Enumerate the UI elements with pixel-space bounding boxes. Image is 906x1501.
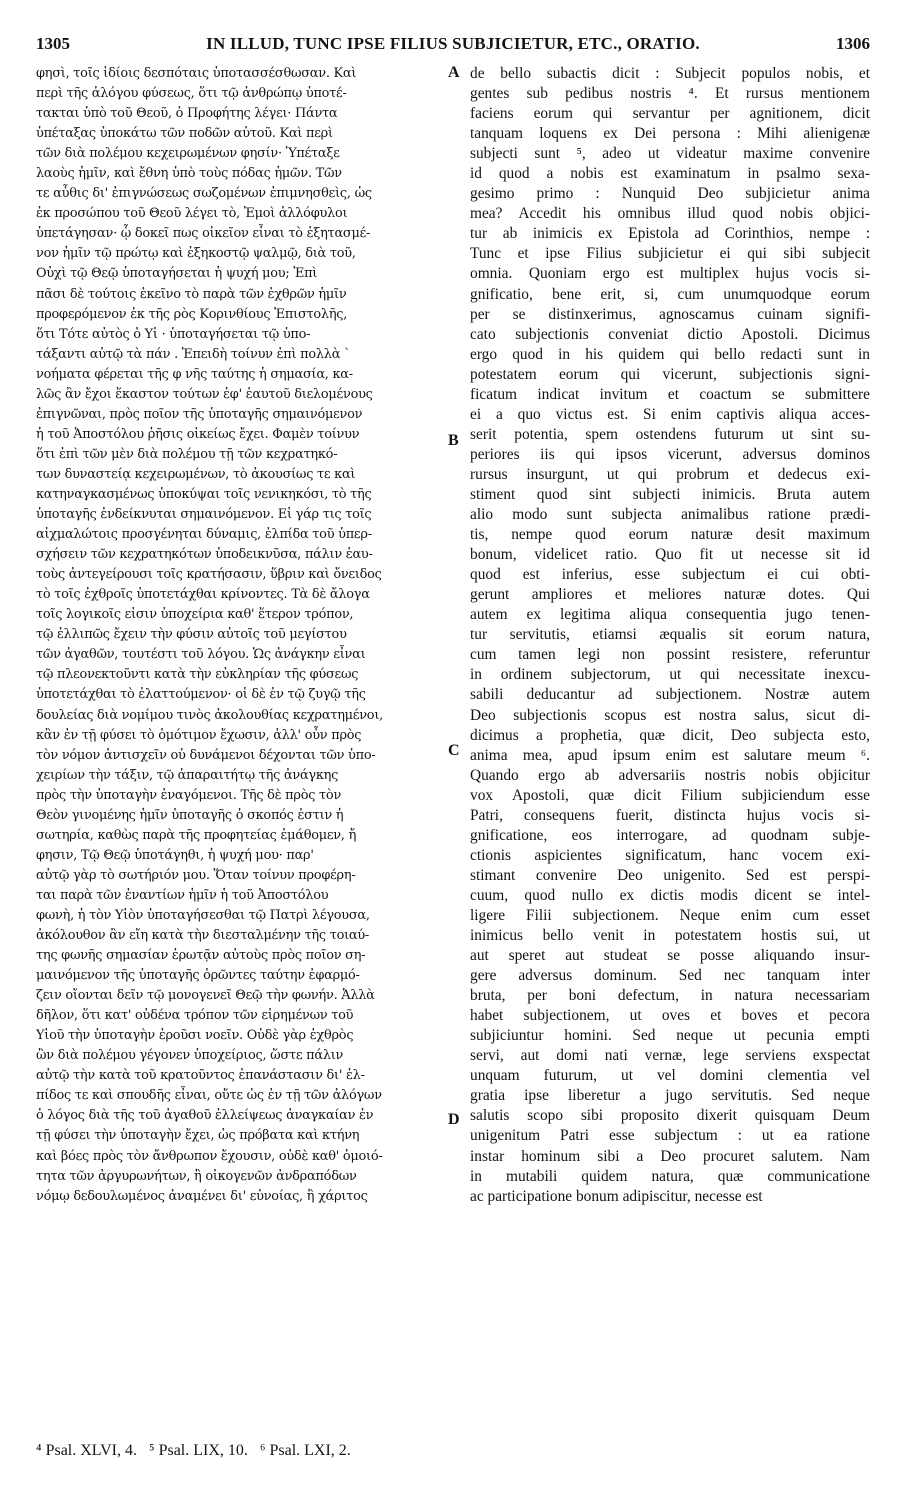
greek-line: αἰχμαλώτοις προσγένηται δύναμις, ἐλπίδα τοῦ ὑπερ- [36, 527, 372, 543]
latin-line: salutis scopo sibi proposito dixerit quisquam Deum [470, 1107, 870, 1125]
latin-line: potestatem eorum qui vicerunt, subjectionis signi- [470, 365, 870, 383]
latin-line: rursus insurgunt, ut qui probrum et dedecus exi- [470, 465, 870, 483]
greek-line: αὐτῷ γὰρ τὸ σωτήριόν μου. Ὅταν τοίνυν προφέρη- [36, 867, 356, 883]
latin-line: subjecti sunt ⁵, adeo ut videatur maxime convenire [470, 145, 870, 163]
latin-line: stimant convenire Deo unigenito. Sed est perspi- [470, 866, 870, 884]
latin-line: tis, nempe quod eorum naturæ desit maximum [470, 526, 870, 544]
greek-line: τῷ πλεονεκτοῦντι κατὰ τὴν εὐκληρίαν τῆς φύσεως [36, 667, 359, 683]
latin-line: cuum, quod nullo ex dictis modis dicent se intel- [470, 886, 870, 904]
latin-line: unigenitum Patri esse subjectum : ut ea ratione [470, 1127, 870, 1145]
latin-line: stiment quod sint subjecti inimicis. Bruta autem [470, 485, 870, 503]
greek-line: δουλείας διὰ νομίμου τινὸς ἀκολουθίας κεχρατημένοι, [36, 707, 383, 723]
greek-line: ὑποταγῆς ἐνδείκνυται σημαινόμενον. Εἰ γάρ τις τοῖς [36, 507, 372, 523]
greek-line: Θεὸν γινομένης ἡμῖν ὑποταγῆς ὁ σκοπός ἐστιν ἡ [36, 807, 344, 823]
greek-line: ζειν οἴονται δεῖν τῷ μονογενεῖ Θεῷ τὴν φωνήν. Ἀλλὰ [36, 988, 375, 1004]
greek-line: τῇ φύσει τὴν ὑποταγὴν ἔχει, ὡς πρόβατα καὶ κτήνη [36, 1128, 360, 1144]
greek-line: νον ἡμῖν τῷ πρώτῳ καὶ ἑξηκοστῷ ψαλμῷ, διὰ τοῦ, [36, 246, 356, 262]
greek-line: τε αὖθις δι' ἐπιγνώσεως σωζομένων ἐπιμνησθεὶς, ὡς [36, 186, 372, 202]
latin-line: Deo subjectionis scopus est nostra salus, sicut di- [470, 706, 870, 724]
page-number-right: 1306 [836, 34, 870, 53]
latin-line: Quando ergo ab adversariis nostris nobis objicitur [470, 766, 870, 784]
greek-line: φησὶ, τοῖς ἰδίοις δεσπόταις ὑποτασσέσθωσαν. Καὶ [36, 66, 357, 81]
latin-line: Patri, consequens fuerit, distincta hujus vocis si- [470, 806, 870, 824]
latin-line: sabili deducantur ad subjectionem. Nostræ autem [470, 686, 870, 704]
greek-line: ὅτι Τότε αὐτὸς ὁ Υἱ · ὑποταγήσεται τῷ ὑπο- [36, 326, 311, 342]
latin-line: omnia. Quoniam ergo est multiplex hujus vocis si- [470, 265, 870, 283]
latin-line: Tunc et ipse Filius subjicietur ei qui sibi subjecit [470, 245, 870, 263]
latin-line: gesimo primo : Nunquid Deo subjicietur anima [470, 185, 870, 203]
margin-letter-c: C [448, 742, 460, 759]
latin-line: cum tamen legi non possint resistere, referuntur [470, 646, 870, 664]
greek-line: ἀκόλουθον ἂν εἴη κατὰ τὴν διεσταλμένην τῆς τοιαύ- [36, 928, 370, 944]
latin-line: in mutabili quidem natura, quæ communicatione [470, 1167, 870, 1185]
latin-line: quod est inferius, esse subjectum ei cui obti- [470, 566, 870, 584]
greek-line: δῆλον, ὅτι κατ' οὐδένα τρόπον τῶν εἰρημένων τοῦ [36, 1008, 354, 1024]
greek-line: σωτηρία, καθὼς παρὰ τῆς προφητείας ἐμάθομεν, ἤ [36, 827, 357, 843]
margin-letter-b: B [448, 432, 459, 449]
latin-line: ac participatione bonum adipiscitur, necesse est [470, 1187, 763, 1205]
latin-line: inimicus bello venit in potestatem hostis sui, ut [470, 927, 870, 945]
latin-line: ergo quod in his quidem qui bello redacti sunt in [470, 345, 870, 363]
greek-text-column [36, 64, 451, 1207]
greek-line: προφερόμενον ἐκ τῆς ρὸς Κορινθίους Ἐπιστολῆς, [36, 306, 348, 322]
greek-line: των δυναστείᾳ κεχειρωμένων, τὸ ἀκουσίως τε καὶ [36, 466, 356, 482]
latin-line: ligere Filii subjectionem. Neque enim cum esset [470, 906, 870, 924]
greek-line: ὢν διὰ πολέμου γέγονεν ὑποχείριος, ὥστε πάλιν [36, 1048, 344, 1064]
greek-line: της φωνῆς σημασίαν ἐρωτᾷν αὐτοὺς πρὸς ποῖον ση- [36, 948, 366, 964]
greek-line: κἂν ἐν τῇ φύσει τὸ ὁμότιμον ἔχωσιν, ἀλλ' οὖν πρὸς [36, 727, 362, 743]
greek-line: σχήσειν τῶν κεχρατηκότων ὑποδεικνῦσα, πάλιν ἑαυ- [36, 547, 373, 563]
latin-line: alio modo sunt subjecta animalibus ratione prædi- [470, 506, 870, 524]
greek-line: νοήματα φέρεται τῆς φ νῆς ταύτης ἡ σημασία, κα- [36, 366, 353, 382]
latin-line: serit potentia, spem ostendens futurum ut sint su- [470, 425, 870, 443]
latin-line: bonum, videlicet ratio. Quo fit ut necesse sit id [470, 546, 870, 564]
margin-letter-d: D [448, 1111, 460, 1128]
latin-line: gnificatio, bene erit, si, cum unumquodque eorum [470, 285, 870, 303]
greek-line: περὶ τῆς ἀλόγου φύσεως, ὅτι τῷ ἀνθρώπῳ ὑποτέ- [36, 86, 347, 102]
greek-line: φωνὴ, ἡ τὸν Υἱὸν ὑποταγήσεσθαι τῷ Πατρὶ λέγουσα, [36, 907, 370, 923]
greek-line: καὶ βόες πρὸς τὸν ἄνθρωπον ἔχουσιν, οὐδὲ καθ' ὁμοιό- [36, 1148, 383, 1164]
latin-line: servi, aut domi nati vernæ, lege serviens exspectat [470, 1047, 870, 1065]
latin-line: gentes sub pedibus nostris ⁴. Et rursus mentionem [470, 85, 870, 103]
greek-line: ἐπιγνῶναι, πρὸς ποῖον τῆς ὑποταγῆς σημαινόμενον [36, 406, 363, 422]
latin-line: instar hominum sibi a Deo procuret salutem. Nam [470, 1147, 870, 1165]
latin-line: tur ab inimicis ex Epistola ad Corinthios, nempe : [470, 225, 870, 243]
greek-line: ὁ λόγος διὰ τῆς τοῦ ἀγαθοῦ ἐλλείψεως ἀναγκαίαν ἐν [36, 1108, 374, 1124]
latin-line: gratia ipse liberetur a jugo servitutis. Sed neque [470, 1087, 870, 1105]
latin-line: ficatum indicat invitum et coactum se submittere [470, 385, 870, 403]
latin-line: cato subjectionis conveniat dictio Apostoli. Dicimus [470, 325, 870, 343]
page-number-left: 1305 [36, 34, 70, 53]
greek-line: πρὸς τὴν ὑποταγὴν ἐναγόμενοι. Τῆς δὲ πρὸς τὸν [36, 787, 342, 803]
latin-line: aut speret aut studeat se posse aliquando insur- [470, 947, 870, 965]
latin-text-column [470, 64, 870, 1207]
greek-line: νόμῳ δεδουλωμένος ἀναμένει δι' εὐνοίας, ἢ χάριτος [36, 1188, 368, 1204]
greek-line: τὸν νόμον ἀντισχεῖν οὐ δυνάμενοι δέχονται τῶν ὑπο- [36, 747, 376, 763]
latin-line: tanquam loquens ex Dei persona : Mihi alienigenæ [470, 125, 870, 143]
latin-line: bruta, per boni defectum, in natura necessariam [470, 987, 870, 1005]
greek-line: πίδος τε καὶ σπουδῆς εἶναι, οὔτε ὡς ἐν τῇ τῶν ἀλόγων [36, 1088, 382, 1104]
latin-line: unquam futurum, ut vel domini clementia vel [470, 1067, 870, 1085]
latin-line: mea? Accedit his omnibus illud quod nobis objici- [470, 205, 870, 223]
latin-line: anima mea, apud ipsum enim est salutare meum ⁶. [470, 746, 870, 764]
greek-line: ἐκ προσώπου τοῦ Θεοῦ λέγει τὸ, Ἐμοὶ ἀλλόφυλοι [36, 206, 348, 222]
latin-line: vox Apostoli, quæ dicit Filium subjiciendum esse [470, 786, 870, 804]
latin-line: id quod a nobis est examinatum in psalmo sexa- [470, 165, 870, 183]
greek-line: λῶς ἂν ἔχοι ἕκαστον τούτων ἐφ' ἑαυτοῦ διελομένους [36, 386, 373, 402]
greek-line: τοῖς λογικοῖς εἰσιν ὑποχείρια καθ' ἕτερον τρόπον, [36, 607, 354, 623]
latin-line: tur servitutis, etiamsi æqualis sit eorum natura, [470, 626, 870, 644]
latin-line: de bello subactis dicit : Subjecit populos nobis, et [470, 65, 870, 82]
greek-line: τητα τῶν ἀργυρωνήτων, ἢ οἰκογενῶν ἀνδραπόδων [36, 1168, 357, 1184]
greek-line: τάξαντι αὐτῷ τὰ πάν . Ἐπειδὴ τοίνυν ἐπὶ πολλὰ ˋ [36, 346, 351, 362]
footnotes: ⁴ Psal. XLVI, 4. ⁵ Psal. LIX, 10. ⁶ Psal. LXI, 2. [36, 1442, 351, 1459]
greek-line: ἡ τοῦ Ἀποστόλου ῥῆσις οἰκείως ἔχει. Φαμὲν τοίνυν [36, 426, 360, 442]
latin-line: gnificatione, eos interrogare, ad quodnam subje- [470, 826, 870, 844]
margin-letter-a: A [448, 64, 460, 81]
greek-line: πᾶσι δὲ τούτοις ἐκεῖνο τὸ παρὰ τῶν ἐχθρῶν ἡμῖν [36, 286, 347, 302]
greek-line: Υἱοῦ τὴν ὑποταγὴν ἐροῦσι νοεῖν. Οὐδὲ γὰρ ἐχθρὸς [36, 1028, 354, 1044]
latin-line: ei a quo victus est. Si enim captivis aliqua acces- [470, 405, 870, 423]
greek-line: λαοὺς ἡμῖν, καὶ ἔθνη ὑπὸ τοὺς πόδας ἡμῶν. Τῶν [36, 166, 342, 182]
greek-line: χειρίων τὴν τάξιν, τῷ ἀπαραιτήτῳ τῆς ἀνάγκης [36, 767, 339, 783]
latin-line: subjiciuntur homini. Sed neque ut pecunia empti [470, 1027, 870, 1045]
greek-line: τοὺς ἀντεγείρουσι τοῖς κρατήσασιν, ὕβριν καὶ ὄνειδος [36, 567, 382, 583]
latin-line: faciens eorum qui servantur per agnitionem, dicit [470, 105, 870, 123]
latin-line: autem ex legitima aliqua consequentia jugo tenen- [470, 606, 870, 624]
latin-line: habet subjectionem, ut oves et boves et pecora [470, 1007, 870, 1025]
greek-line: τῶν διὰ πολέμου κεχειρωμένων φησίν· Ὑπέταξε [36, 146, 340, 162]
latin-line: periores iis qui ipsos vicerunt, adversus dominos [470, 445, 870, 463]
latin-line: per se distinxerimus, agnoscamus cuinam signifi- [470, 305, 870, 323]
greek-line: ται παρὰ τῶν ἐναντίων ἡμῖν ἡ τοῦ Ἀποστόλου [36, 887, 329, 903]
page-header [36, 34, 870, 60]
greek-line: Οὐχὶ τῷ Θεῷ ὑποταγήσεται ἡ ψυχή μου; Ἐπὶ [36, 266, 318, 282]
latin-line: in ordinem subjectorum, ut qui necessitate inexcu- [470, 666, 870, 684]
greek-line: τῷ ἐλλιπῶς ἔχειν τὴν φύσιν αὐτοῖς τοῦ μεγίστου [36, 627, 347, 643]
greek-line: ὑπετάγησαν· ᾧ δοκεῖ πως οἰκεῖον εἶναι τὸ ἐξητασμέ- [36, 226, 371, 242]
latin-line: ctionis aspicientes significatum, hanc vocem exi- [470, 846, 870, 864]
greek-line: τῶν ἀγαθῶν, τουτέστι τοῦ λόγου. Ὡς ἀνάγκην εἶναι [36, 647, 366, 663]
greek-line: ὑποτετάχθαι τὸ ἐλαττούμενον· οἱ δὲ ἐν τῷ ζυγῷ τῆς [36, 687, 366, 703]
greek-line: ὅτι ἐπὶ τῶν μὲν διὰ πολέμου τῇ τῶν κεχρατηκό- [36, 446, 338, 462]
greek-line: φησιν, Τῷ Θεῷ ὑποτάγηθι, ἡ ψυχή μου· παρ' [36, 847, 314, 863]
latin-line: gere adversus dominum. Sed nec tanquam inter [470, 967, 870, 985]
greek-line: ὑπέταξας ὑποκάτω τῶν ποδῶν αὐτοῦ. Καὶ περὶ [36, 126, 333, 142]
greek-line: τακται ὑπὸ τοῦ Θεοῦ, ὁ Προφήτης λέγει· Πάντα [36, 106, 338, 122]
latin-line: dicimus a prophetia, quæ dicit, Deo subjecta esto, [470, 726, 870, 744]
running-title: IN ILLUD, TUNC IPSE FILIUS SUBJICIETUR, ETC., ORATIO. [206, 34, 700, 53]
greek-line: αὐτῷ τὴν κατὰ τοῦ κρατοῦντος ἐπανάστασιν δι' ἐλ- [36, 1068, 365, 1084]
greek-line: κατηναγκασμένως ὑποκύψαι τοῖς νενικηκόσι, τὸ τῆς [36, 486, 372, 502]
greek-line: τὸ τοῖς ἐχθροῖς ὑποτετάχθαι κρίνοντες. Τὰ δὲ ἄλογα [36, 587, 370, 603]
greek-line: μαινόμενον τῆς ὑποταγῆς ὁρῶντες ταύτην ἐφαρμό- [36, 968, 360, 984]
latin-line: gerunt ampliores et meliores naturæ dotes. Qui [470, 586, 870, 604]
